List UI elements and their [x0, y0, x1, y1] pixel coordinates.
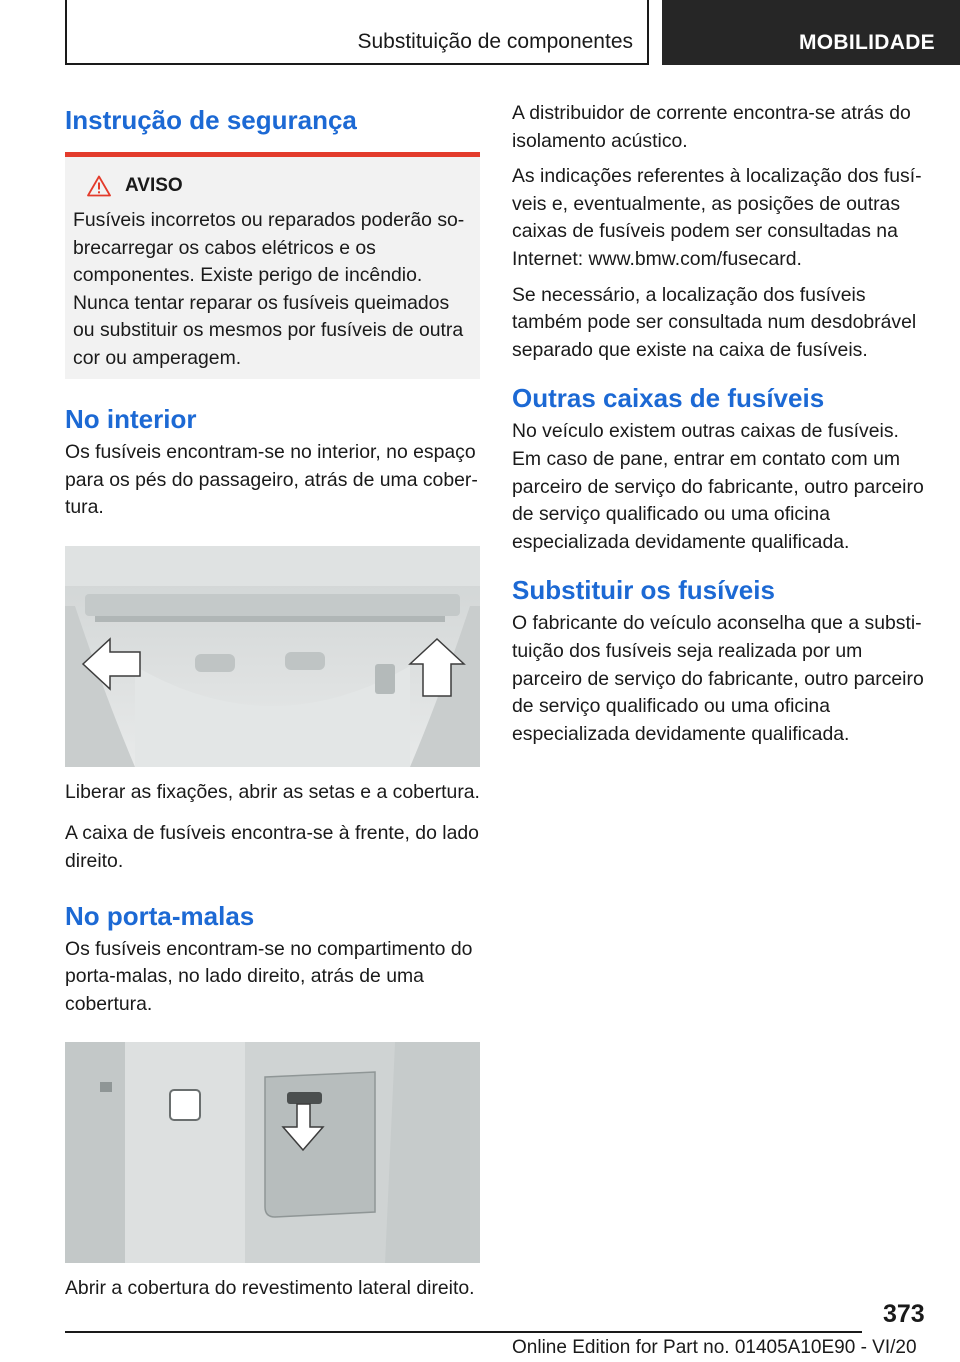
heading-other-boxes: Outras caixas de fusíveis — [512, 383, 825, 414]
header-chapter-box — [65, 0, 649, 65]
paragraph-other-boxes: No veículo existem outras caixas de fusíveis. Em caso de pane, entrar em contato com um parceiro de serviço do fabricante, outro parceiro de serviço qualificado ou uma oficina especializada devidamente qualificada. — [512, 420, 924, 553]
warning-triangle-icon — [87, 175, 111, 197]
warning-box — [65, 157, 480, 379]
paragraph-indications: As indicações referentes à localização dos fusíveis e, eventualmente, as posições de outras caixas de fusíveis podem ser consultadas na Internet: www.bmw.com/fusecard. — [512, 165, 922, 270]
paragraph-distributor: A distribuidor de corrente encontra-se atrás do isolamento acústico. — [512, 102, 911, 152]
warning-label: AVISO — [125, 175, 183, 196]
heading-replace: Substituir os fusíveis — [512, 575, 775, 606]
caption-trunk: Abrir a cobertura do revestimento lateral direito. — [65, 1277, 475, 1300]
heading-trunk: No porta-malas — [65, 900, 255, 931]
footer-edition: Online Edition for Part no. 01405A10E90 - VI/20 — [512, 1337, 917, 1358]
footer-divider — [65, 1331, 862, 1333]
left-column — [65, 100, 480, 1303]
trunk-fuse-photo — [65, 1042, 480, 1263]
section-title: MOBILIDADE — [799, 31, 935, 54]
paragraph-interior: Os fusíveis encontram-se no interior, no espaço para os pés do passageiro, atrás de uma cobertura. — [65, 441, 478, 519]
paragraph-foldout: Se necessário, a localização dos fusíveis também pode ser consultada num desdobrável separado que existe na caixa de fusíveis. — [512, 283, 917, 361]
warning-header — [87, 171, 472, 201]
paragraph-replace: O fabricante do veículo aconselha que a substituição dos fusíveis seja realizada por um parceiro de serviço do fabricante, outro parceiro de serviço qualificado ou uma oficina especializada devidamente qualificada. — [512, 612, 924, 745]
paragraph-trunk: Os fusíveis encontram-se no compartimento do porta-malas, no lado direito, atrás de uma cobertura. — [65, 937, 473, 1015]
heading-safety: Instrução de segurança — [65, 105, 357, 135]
chapter-title: Substituição de componentes — [357, 30, 633, 53]
header-section-box — [662, 0, 960, 65]
page-number: 373 — [883, 1300, 925, 1328]
warning-text: Fusíveis incorretos ou reparados poderão sobrecarregar os cabos elétricos e os componentes. Existe perigo de incêndio. Nunca tentar reparar os fusíveis queimados ou substituir os mesmos por fusíveis de outra cor ou amperagem. — [73, 209, 465, 369]
caption-interior: Liberar as fixações, abrir as setas e a cobertura. — [65, 780, 480, 803]
paragraph-front: A caixa de fusíveis encontra-se à frente, do lado direito. — [65, 822, 479, 872]
interior-fuse-photo — [65, 546, 480, 767]
heading-interior: No interior — [65, 404, 197, 434]
right-column — [512, 100, 930, 748]
